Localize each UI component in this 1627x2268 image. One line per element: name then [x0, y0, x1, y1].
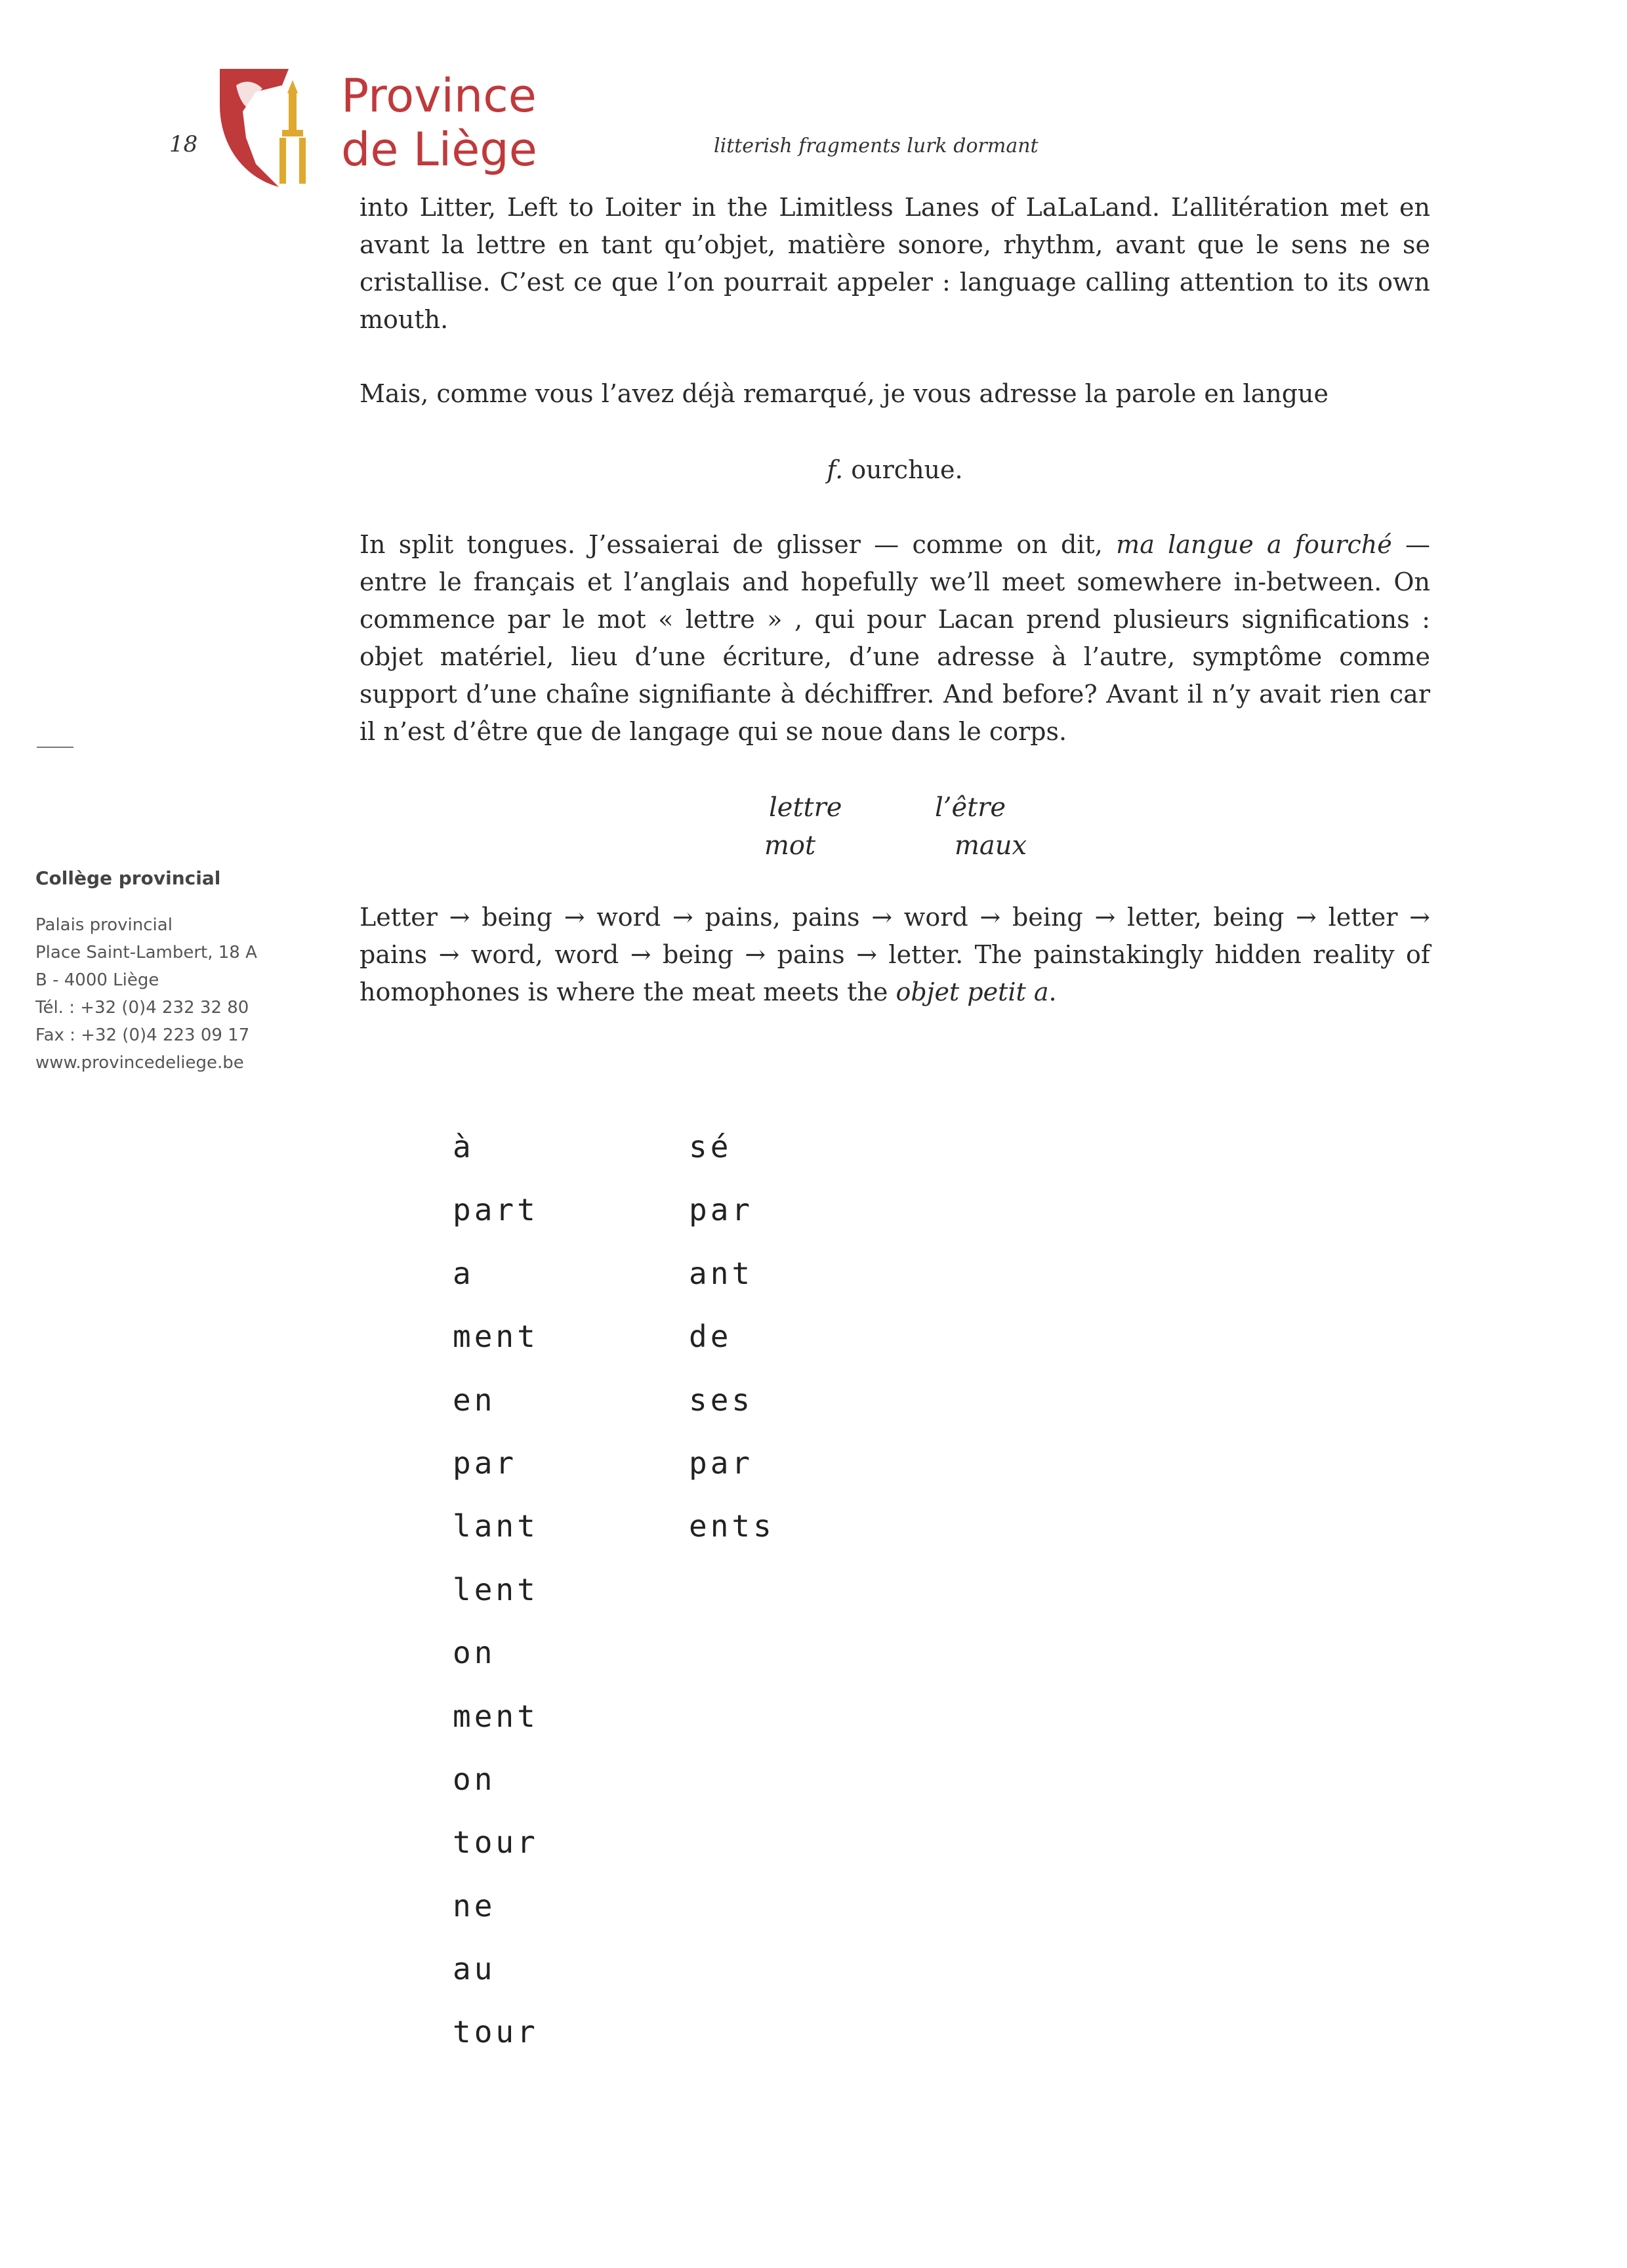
poem-word: lant: [453, 1508, 539, 1544]
brand-line-2: de Liège: [341, 123, 537, 176]
grid-mot: mot: [764, 831, 816, 861]
poem-word: on: [453, 1761, 496, 1797]
page-number: 18: [169, 131, 198, 157]
poem-word: a: [453, 1255, 474, 1291]
poem-word: lent: [453, 1571, 539, 1607]
p3-italic: f.: [827, 455, 844, 484]
poem-word: par: [689, 1445, 754, 1481]
sidebar-title: Collège provincial: [35, 867, 221, 889]
sidebar-line: Palais provincial: [35, 915, 173, 935]
poem-word: ment: [453, 1319, 539, 1355]
grid-letre: l’être: [935, 793, 1006, 823]
poem-word: au: [453, 1951, 496, 1987]
poem-left-column: [453, 1115, 539, 2064]
sidebar-divider: [37, 747, 73, 748]
sidebar-line: Place Saint-Lambert, 18 A: [35, 943, 257, 962]
poem-word: ant: [689, 1255, 754, 1291]
poem-word: part: [453, 1192, 539, 1228]
province-logo-icon: [216, 66, 321, 190]
brand-name: [341, 69, 537, 176]
p5-part-b: .: [1048, 978, 1057, 1006]
paragraph-2: Mais, comme vous l’avez déjà remarqué, je vous adresse la parole en langue: [360, 379, 1328, 408]
p4-part-a: In split tongues. J’essaierai de glisser — comme on dit,: [360, 530, 1117, 559]
sidebar-website-link[interactable]: www.provincedeliege.be: [35, 1053, 244, 1073]
poem-word: ment: [453, 1698, 539, 1734]
sidebar-line: Tél. : +32 (0)4 232 32 80: [35, 998, 249, 1018]
brand-line-1: Province: [341, 69, 537, 123]
poem-word: tour: [453, 1825, 539, 1861]
p3-rest: ourchue.: [843, 455, 963, 484]
p5-part-a: Letter → being → word → pains, pains → word → being → letter, being → letter → pains → word, word → being → pains → letter. The painstakingly hidden reality of homophones is where the meat meets the: [360, 903, 1430, 1006]
poem-word: à: [453, 1129, 474, 1165]
p4-italic: ma langue a fourché: [1116, 530, 1392, 559]
poem-word: de: [689, 1319, 732, 1355]
p5-italic: objet petit a: [896, 978, 1049, 1006]
poem-word: on: [453, 1635, 496, 1671]
poem-word: sé: [689, 1129, 732, 1165]
sidebar-line: B - 4000 Liège: [35, 970, 159, 990]
sidebar-contact: [35, 867, 257, 1077]
running-head: litterish fragments lurk dormant: [714, 134, 1039, 157]
poem-word: par: [689, 1192, 754, 1228]
sidebar-line: Fax : +32 (0)4 223 09 17: [35, 1025, 250, 1045]
poem-word: tour: [453, 2014, 539, 2050]
poem-right-column: [689, 1115, 775, 1558]
p4-part-b: — entre le français et l’anglais and hopefully we’ll meet somewhere in-between. On commence par le mot « lettre » , qui pour Lacan prend plusieurs significations : objet matériel, lieu d’une écriture, d’une adresse à l’autre, symptôme comme support d’une chaîne signifiante à déchiffrer. And before? Avant il n’y avait rien car il n’est d’être que de langage qui se noue dans le corps.: [360, 530, 1430, 746]
poem-word: ne: [453, 1887, 496, 1924]
grid-lettre: lettre: [769, 793, 842, 823]
paragraph-4: [360, 526, 1430, 751]
grid-maux: maux: [955, 831, 1027, 861]
paragraph-1: into Litter, Left to Loiter in the Limitless Lanes of LaLaLand. L’allitération met en avant la lettre en tant qu’objet, matière sonore, rhythm, avant que le sens ne se cristallise. C’est ce que l’on pourrait appeler : language calling attention to its own mouth.: [360, 193, 1430, 334]
poem-word: ents: [689, 1508, 775, 1544]
paragraph-5: [360, 899, 1430, 1011]
poem-word: ses: [689, 1382, 754, 1418]
paragraph-3: [360, 451, 1430, 489]
poem-word: en: [453, 1382, 496, 1418]
poem-word: par: [453, 1445, 518, 1481]
